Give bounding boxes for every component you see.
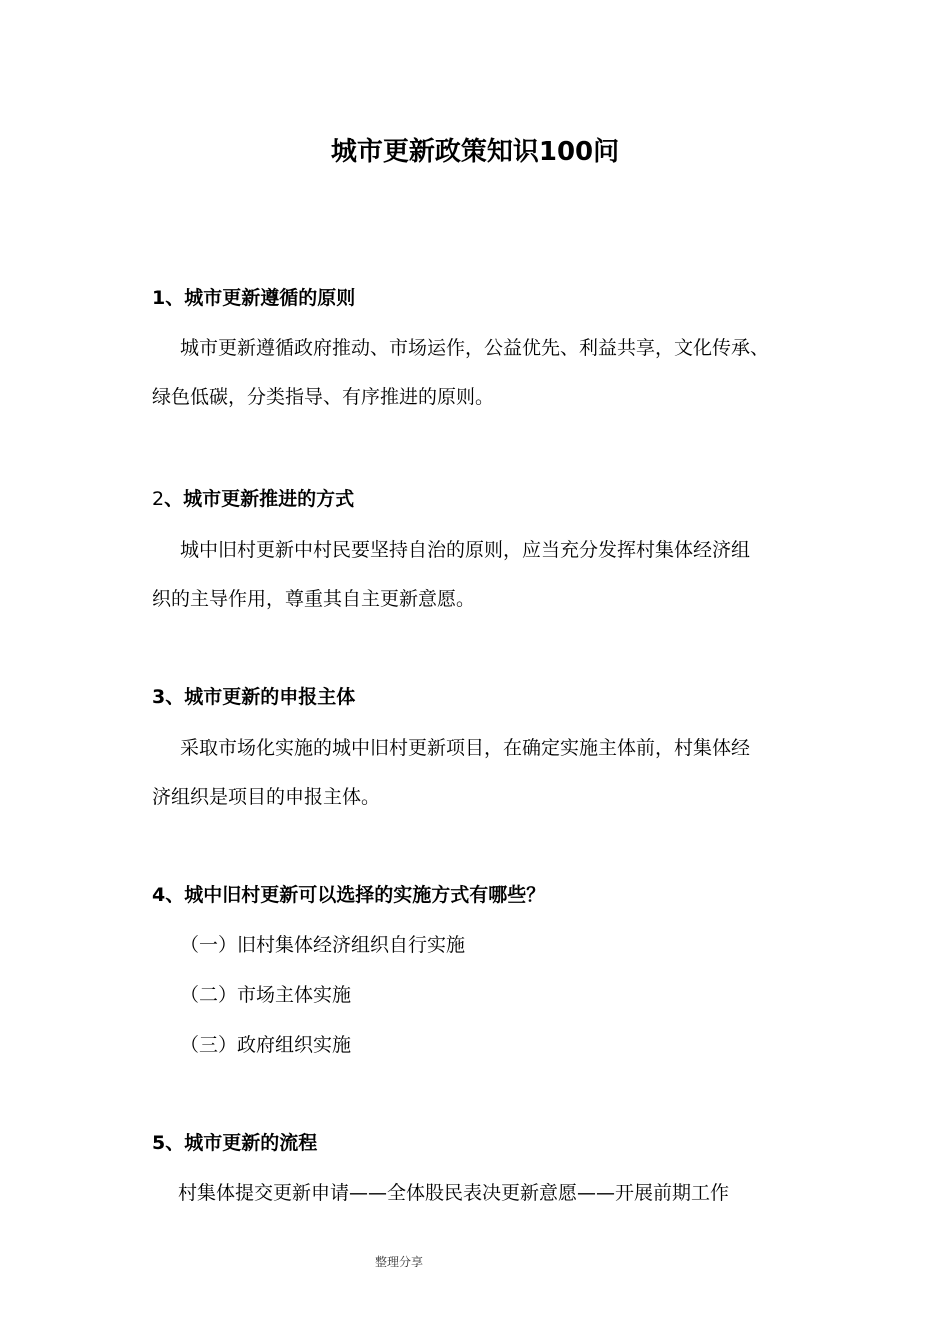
section-3-number: 3 xyxy=(152,686,166,708)
section-1-title: 、城市更新遵循的原则 xyxy=(165,287,356,309)
section-5-heading xyxy=(152,1130,317,1156)
section-3-title: 、城市更新的申报主体 xyxy=(165,686,356,708)
section-3-answer-line-1: 采取市场化实施的城中旧村更新项目，在确定实施主体前，村集体经 xyxy=(180,737,751,759)
section-2-answer-line-2: 织的主导作用，尊重其自主更新意愿。 xyxy=(152,588,476,610)
section-2-answer-line-1: 城中旧村更新中村民要坚持自治的原则，应当充分发挥村集体经济组 xyxy=(180,539,751,561)
section-3-heading xyxy=(152,684,355,710)
section-1-heading xyxy=(152,285,355,311)
section-4-heading xyxy=(152,882,545,908)
section-2-heading xyxy=(152,486,354,512)
section-2-title: 、城市更新推进的方式 xyxy=(164,488,355,510)
footer-note: 整理分享 xyxy=(375,1255,424,1269)
section-2-number: 2 xyxy=(152,488,165,510)
section-5-answer-line-1: 村集体提交更新申请——全体股民表决更新意愿——开展前期工作 xyxy=(178,1182,730,1204)
section-1-answer-line-2: 绿色低碳，分类指导、有序推进的原则。 xyxy=(152,386,495,408)
section-3-answer-line-2: 济组织是项目的申报主体。 xyxy=(152,786,381,808)
section-5-title: 、城市更新的流程 xyxy=(165,1132,318,1154)
section-4-option-3: （三）政府组织实施 xyxy=(180,1034,352,1056)
section-1-number: 1 xyxy=(152,287,166,309)
section-4-title: 、城中旧村更新可以选择的实施方式有哪些？ xyxy=(165,884,546,906)
document-title: 城市更新政策知识100问 xyxy=(330,137,620,167)
section-4-option-1: （一）旧村集体经济组织自行实施 xyxy=(180,934,466,956)
section-4-number: 4 xyxy=(152,884,166,906)
section-4-option-2: （二）市场主体实施 xyxy=(180,984,352,1006)
section-5-number: 5 xyxy=(152,1132,166,1154)
section-1-answer-line-1: 城市更新遵循政府推动、市场运作，公益优先、利益共享，文化传承、 xyxy=(180,337,770,359)
